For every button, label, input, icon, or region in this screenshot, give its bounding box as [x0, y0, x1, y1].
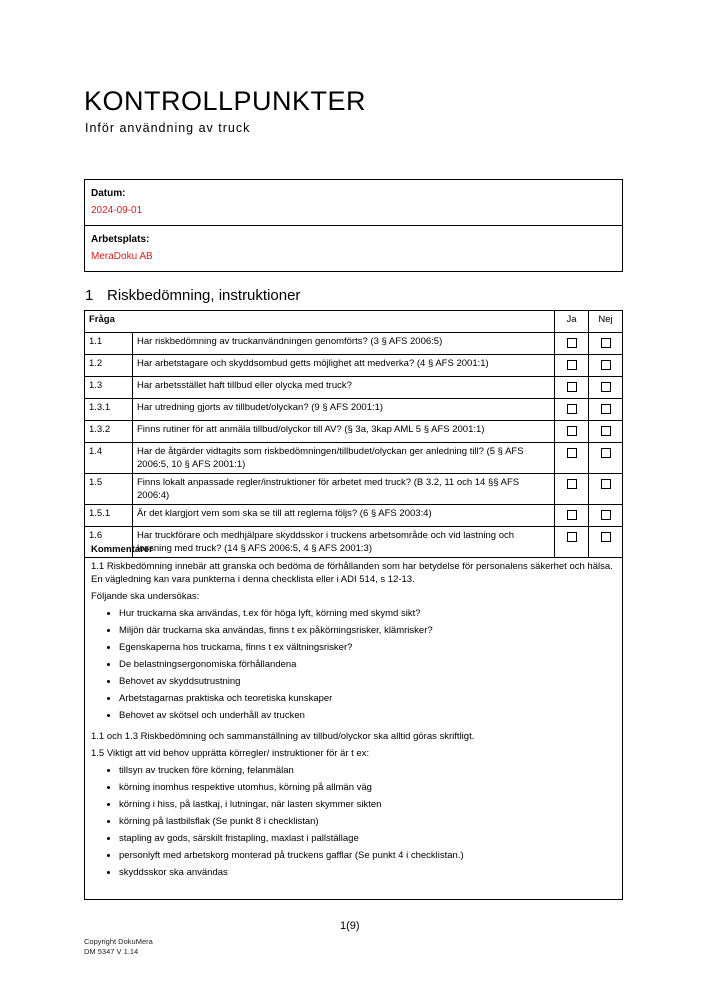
list-item: • Behovet av skyddsutrustning: [119, 675, 616, 688]
list-item: • Miljön där truckarna ska användas, finns t ex påkörningsrisker, klämrisker?: [119, 624, 616, 637]
list-item: • körning inomhus respektive utomhus, körning på allmän väg: [119, 781, 616, 794]
row-number: 1.5.1: [85, 505, 133, 527]
section-number: 1: [85, 287, 94, 304]
row-number: 1.5: [85, 474, 133, 505]
workplace-label: Arbetsplats:: [91, 234, 150, 245]
yes-checkbox[interactable]: [567, 338, 577, 348]
row-number: 1.2: [85, 355, 133, 377]
list-item: • De belastningsergonomiska förhållandena: [119, 658, 616, 671]
no-checkbox[interactable]: [601, 479, 611, 489]
row-number: 1.1: [85, 333, 133, 355]
checklist-bullets: [91, 607, 616, 722]
row-number: 1.3.1: [85, 399, 133, 421]
date-cell: [85, 180, 622, 225]
table-row: [85, 399, 623, 421]
no-checkbox[interactable]: [601, 382, 611, 392]
comments-paragraph: 1.5 Viktigt att vid behov upprätta körregler/ instruktioner för är t ex:: [91, 748, 370, 759]
date-value: 2024-09-01: [91, 205, 143, 216]
yes-checkbox[interactable]: [567, 426, 577, 436]
yes-checkbox[interactable]: [567, 382, 577, 392]
no-checkbox[interactable]: [601, 360, 611, 370]
yes-checkbox[interactable]: [567, 360, 577, 370]
page-title: KONTROLLPUNKTER: [84, 86, 367, 116]
workplace-value: MeraDoku AB: [91, 251, 153, 262]
list-item: • personlyft med arbetskorg monterad på truckens gafflar (Se punkt 4 i checklistan.): [119, 849, 616, 862]
copyright-text: Copyright DokuMera: [84, 937, 153, 946]
no-checkbox[interactable]: [601, 448, 611, 458]
row-question: Har arbetstagare och skyddsombud getts möjlighet att medverka? (4 § AFS 2001:1): [133, 355, 555, 377]
table-row: [85, 377, 623, 399]
list-item: • Arbetstagarnas praktiska och teoretiska kunskaper: [119, 692, 616, 705]
comments-paragraph: 1.1 Riskbedömning innebär att granska och bedöma de förhållanden som har betydelse för personalens säkerhet och hälsa. En vägledning kan vara punkterna i denna checklista eller i ADI 514, s 12-13.: [91, 561, 613, 585]
row-question: Finns rutiner för att anmäla tillbud/olyckor till AV? (§ 3a, 3kap AML 5 § AFS 2001:1): [133, 421, 555, 443]
instruction-bullets: [91, 764, 616, 879]
table-row: [85, 443, 623, 474]
yes-checkbox[interactable]: [567, 510, 577, 520]
table-row: [85, 333, 623, 355]
no-checkbox[interactable]: [601, 404, 611, 414]
list-item: • stapling av gods, särskilt fristapling, maxlast i pallställage: [119, 832, 616, 845]
comments-paragraph: 1.1 och 1.3 Riskbedömning och sammanställning av tillbud/olyckor ska alltid göras skriftligt.: [91, 731, 475, 742]
list-item: • tillsyn av trucken före körning, felanmälan: [119, 764, 616, 777]
table-row: [85, 355, 623, 377]
row-question: Har utredning gjorts av tillbudet/olyckan? (9 § AFS 2001:1): [133, 399, 555, 421]
table-header-row: [85, 311, 623, 333]
no-checkbox[interactable]: [601, 510, 611, 520]
table-row: [85, 474, 623, 505]
list-item: • skyddsskor ska användas: [119, 866, 616, 879]
yes-checkbox[interactable]: [567, 479, 577, 489]
list-item: • Hur truckarna ska användas, t.ex för höga lyft, körning med skymd sikt?: [119, 607, 616, 620]
row-question: Har riskbedömning av truckanvändningen genomförts? (3 § AFS 2006:5): [133, 333, 555, 355]
page-number: 1(9): [340, 920, 360, 932]
yes-checkbox[interactable]: [567, 448, 577, 458]
row-number: 1.6: [85, 527, 133, 558]
comments-box: [84, 539, 623, 900]
no-checkbox[interactable]: [601, 426, 611, 436]
document-id: DM 5347 V 1.14: [84, 947, 139, 956]
row-question: Är det klargjort vem som ska se till att reglerna följs? (6 § AFS 2003:4): [133, 505, 555, 527]
list-item: • körning på lastbilsflak (Se punkt 8 i checklistan): [119, 815, 616, 828]
row-question: Har truckförare och medhjälpare skyddsskor i truckens arbetsområde och vid lastning och lossning med truck? (14 § AFS 2006:5, 4 § AFS 2001:3): [133, 527, 555, 558]
row-question: Finns lokalt anpassade regler/instruktioner för arbetet med truck? (B 3.2, 11 och 14 §§ AFS 2006:4): [133, 474, 555, 505]
row-question: Har arbetsstället haft tillbud eller olycka med truck?: [133, 377, 555, 399]
info-box: [84, 179, 623, 272]
footer: [84, 937, 153, 957]
date-label: Datum:: [91, 188, 126, 199]
page-subtitle: Inför användning av truck: [85, 121, 251, 135]
question-table: [84, 310, 623, 558]
row-number: 1.3: [85, 377, 133, 399]
row-question: Har de åtgärder vidtagits som riskbedömningen/tillbudet/olyckan ger anledning till? (5 § AFS 2006:5, 10 § AFS 2001:1): [133, 443, 555, 474]
table-row: [85, 505, 623, 527]
table-row: [85, 421, 623, 443]
workplace-cell: [85, 225, 622, 271]
header-question: Fråga: [85, 311, 555, 333]
header-no: Nej: [589, 311, 623, 333]
list-item: • körning i hiss, på lastkaj, i lutningar, när lasten skymmer sikten: [119, 798, 616, 811]
section-title: Riskbedömning, instruktioner: [107, 287, 301, 304]
row-number: 1.4: [85, 443, 133, 474]
list-item: • Egenskaperna hos truckarna, finns t ex vältningsrisker?: [119, 641, 616, 654]
row-number: 1.3.2: [85, 421, 133, 443]
no-checkbox[interactable]: [601, 338, 611, 348]
list-item: • Behovet av skötsel och underhåll av trucken: [119, 709, 616, 722]
header-yes: Ja: [555, 311, 589, 333]
comments-heading: Kommentarer: [91, 544, 153, 555]
comments-paragraph: Följande ska undersökas:: [91, 591, 200, 602]
section-heading: [85, 287, 300, 304]
yes-checkbox[interactable]: [567, 404, 577, 414]
